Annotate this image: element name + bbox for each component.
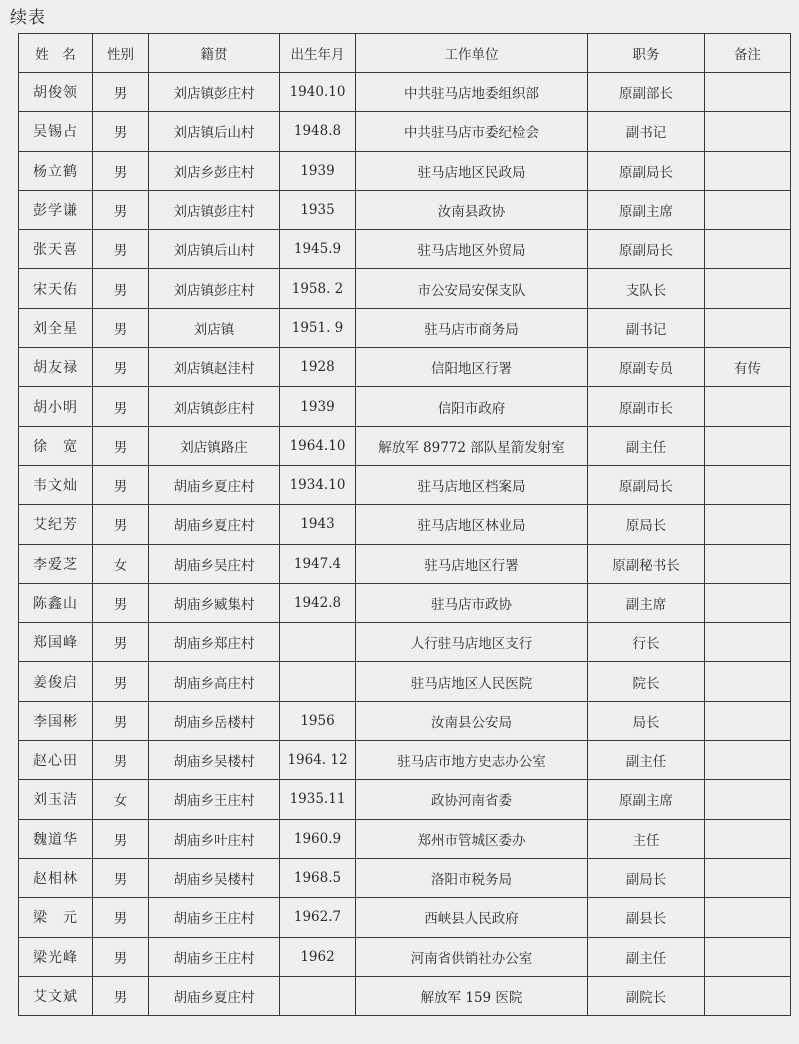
header-native-place: 籍贯 — [149, 34, 280, 73]
cell-position: 原副秘书长 — [588, 544, 705, 583]
cell-work-unit: 驻马店地区人民医院 — [356, 662, 588, 701]
table-row — [19, 230, 791, 269]
cell-gender: 男 — [93, 505, 149, 544]
cell-native-place: 刘店镇后山村 — [149, 112, 280, 151]
cell-gender: 女 — [93, 780, 149, 819]
table-row — [19, 976, 791, 1015]
cell-position: 副主任 — [588, 937, 705, 976]
cell-birth-date: 1935.11 — [280, 780, 356, 819]
cell-birth-date: 1956 — [280, 701, 356, 740]
table-body — [19, 73, 791, 1016]
cell-work-unit: 信阳地区行署 — [356, 348, 588, 387]
cell-position: 原副主席 — [588, 780, 705, 819]
cell-birth-date: 1943 — [280, 505, 356, 544]
cell-native-place: 刘店镇 — [149, 308, 280, 347]
cell-birth-date: 1939 — [280, 151, 356, 190]
cell-name: 宋天佑 — [19, 269, 93, 308]
cell-remarks — [705, 190, 791, 229]
cell-birth-date: 1964. 12 — [280, 741, 356, 780]
cell-gender: 男 — [93, 269, 149, 308]
table-row — [19, 858, 791, 897]
cell-name: 吴锡占 — [19, 112, 93, 151]
cell-remarks — [705, 426, 791, 465]
cell-remarks — [705, 465, 791, 504]
table-row — [19, 623, 791, 662]
cell-birth-date — [280, 623, 356, 662]
cell-native-place: 胡庙乡夏庄村 — [149, 465, 280, 504]
cell-work-unit: 河南省供销社办公室 — [356, 937, 588, 976]
cell-work-unit: 汝南县公安局 — [356, 701, 588, 740]
cell-remarks — [705, 387, 791, 426]
cell-gender: 男 — [93, 73, 149, 112]
cell-position: 院长 — [588, 662, 705, 701]
cell-remarks — [705, 976, 791, 1015]
cell-remarks — [705, 623, 791, 662]
cell-native-place: 刘店乡彭庄村 — [149, 151, 280, 190]
cell-birth-date: 1945.9 — [280, 230, 356, 269]
personnel-table — [18, 33, 791, 1016]
cell-gender: 男 — [93, 308, 149, 347]
cell-work-unit: 驻马店地区档案局 — [356, 465, 588, 504]
cell-name: 刘玉洁 — [19, 780, 93, 819]
cell-birth-date: 1951. 9 — [280, 308, 356, 347]
cell-work-unit: 解放军 159 医院 — [356, 976, 588, 1015]
header-name: 姓 名 — [19, 34, 93, 73]
cell-birth-date — [280, 662, 356, 701]
cell-remarks — [705, 858, 791, 897]
table-row — [19, 662, 791, 701]
cell-name: 梁光峰 — [19, 937, 93, 976]
cell-birth-date: 1942.8 — [280, 583, 356, 622]
cell-remarks — [705, 898, 791, 937]
cell-remarks — [705, 937, 791, 976]
table-row — [19, 701, 791, 740]
cell-position: 支队长 — [588, 269, 705, 308]
cell-birth-date: 1958. 2 — [280, 269, 356, 308]
cell-work-unit: 汝南县政协 — [356, 190, 588, 229]
cell-work-unit: 中共驻马店市委纪检会 — [356, 112, 588, 151]
cell-gender: 男 — [93, 348, 149, 387]
cell-remarks — [705, 308, 791, 347]
cell-birth-date: 1947.4 — [280, 544, 356, 583]
cell-remarks — [705, 583, 791, 622]
cell-gender: 男 — [93, 583, 149, 622]
cell-work-unit: 驻马店市地方史志办公室 — [356, 741, 588, 780]
cell-native-place: 胡庙乡王庄村 — [149, 937, 280, 976]
cell-native-place: 胡庙乡叶庄村 — [149, 819, 280, 858]
table-row — [19, 505, 791, 544]
cell-native-place: 刘店镇彭庄村 — [149, 73, 280, 112]
cell-position: 原副局长 — [588, 230, 705, 269]
table-row — [19, 151, 791, 190]
cell-gender: 男 — [93, 465, 149, 504]
cell-work-unit: 驻马店地区行署 — [356, 544, 588, 583]
cell-gender: 男 — [93, 623, 149, 662]
cell-remarks — [705, 269, 791, 308]
table-row — [19, 387, 791, 426]
cell-gender: 男 — [93, 819, 149, 858]
cell-gender: 男 — [93, 858, 149, 897]
header-row — [19, 34, 791, 73]
table-row — [19, 73, 791, 112]
cell-remarks — [705, 230, 791, 269]
cell-birth-date: 1962.7 — [280, 898, 356, 937]
cell-remarks — [705, 819, 791, 858]
cell-name: 张天喜 — [19, 230, 93, 269]
table-row — [19, 937, 791, 976]
cell-position: 副书记 — [588, 112, 705, 151]
cell-position: 局长 — [588, 701, 705, 740]
cell-work-unit: 市公安局安保支队 — [356, 269, 588, 308]
cell-work-unit: 郑州市管城区委办 — [356, 819, 588, 858]
cell-remarks — [705, 662, 791, 701]
cell-native-place: 胡庙乡吴楼村 — [149, 741, 280, 780]
cell-name: 韦文灿 — [19, 465, 93, 504]
cell-birth-date: 1964.10 — [280, 426, 356, 465]
cell-work-unit: 政协河南省委 — [356, 780, 588, 819]
table-row — [19, 465, 791, 504]
cell-birth-date: 1939 — [280, 387, 356, 426]
table-row — [19, 741, 791, 780]
cell-native-place: 刘店镇路庄 — [149, 426, 280, 465]
cell-remarks — [705, 544, 791, 583]
cell-work-unit: 人行驻马店地区支行 — [356, 623, 588, 662]
cell-native-place: 胡庙乡臧集村 — [149, 583, 280, 622]
header-birth-date: 出生年月 — [280, 34, 356, 73]
cell-name: 姜俊启 — [19, 662, 93, 701]
cell-gender: 女 — [93, 544, 149, 583]
header-position: 职务 — [588, 34, 705, 73]
cell-birth-date — [280, 976, 356, 1015]
cell-native-place: 胡庙乡吴庄村 — [149, 544, 280, 583]
table-row — [19, 780, 791, 819]
cell-work-unit: 西峡县人民政府 — [356, 898, 588, 937]
cell-position: 副书记 — [588, 308, 705, 347]
cell-native-place: 胡庙乡夏庄村 — [149, 505, 280, 544]
cell-work-unit: 驻马店市政协 — [356, 583, 588, 622]
cell-native-place: 刘店镇彭庄村 — [149, 190, 280, 229]
header-work-unit: 工作单位 — [356, 34, 588, 73]
cell-name: 胡友禄 — [19, 348, 93, 387]
cell-name: 陈鑫山 — [19, 583, 93, 622]
cell-name: 赵心田 — [19, 741, 93, 780]
cell-remarks — [705, 780, 791, 819]
header-gender: 性别 — [93, 34, 149, 73]
cell-remarks — [705, 73, 791, 112]
cell-position: 副主任 — [588, 741, 705, 780]
table-row — [19, 583, 791, 622]
cell-gender: 男 — [93, 387, 149, 426]
table-row — [19, 348, 791, 387]
cell-name: 杨立鹤 — [19, 151, 93, 190]
cell-remarks — [705, 505, 791, 544]
cell-remarks — [705, 151, 791, 190]
cell-native-place: 刘店镇彭庄村 — [149, 387, 280, 426]
cell-gender: 男 — [93, 898, 149, 937]
cell-remarks — [705, 112, 791, 151]
cell-position: 原副市长 — [588, 387, 705, 426]
cell-birth-date: 1962 — [280, 937, 356, 976]
table-row — [19, 898, 791, 937]
cell-name: 赵相林 — [19, 858, 93, 897]
cell-gender: 男 — [93, 230, 149, 269]
cell-name: 梁 元 — [19, 898, 93, 937]
table-row — [19, 112, 791, 151]
cell-name: 胡俊领 — [19, 73, 93, 112]
cell-gender: 男 — [93, 741, 149, 780]
cell-position: 原副部长 — [588, 73, 705, 112]
cell-position: 原副主席 — [588, 190, 705, 229]
cell-native-place: 刘店镇彭庄村 — [149, 269, 280, 308]
cell-remarks — [705, 701, 791, 740]
cell-position: 主任 — [588, 819, 705, 858]
cell-gender: 男 — [93, 190, 149, 229]
table-row — [19, 308, 791, 347]
page-caption: 续表 — [10, 8, 46, 28]
cell-position: 副局长 — [588, 858, 705, 897]
table-row — [19, 819, 791, 858]
cell-name: 郑国峰 — [19, 623, 93, 662]
cell-native-place: 胡庙乡郑庄村 — [149, 623, 280, 662]
cell-gender: 男 — [93, 662, 149, 701]
cell-work-unit: 洛阳市税务局 — [356, 858, 588, 897]
cell-work-unit: 信阳市政府 — [356, 387, 588, 426]
cell-work-unit: 驻马店地区林业局 — [356, 505, 588, 544]
cell-name: 徐 宽 — [19, 426, 93, 465]
cell-native-place: 胡庙乡吴楼村 — [149, 858, 280, 897]
cell-work-unit: 解放军 89772 部队星箭发射室 — [356, 426, 588, 465]
cell-native-place: 胡庙乡高庄村 — [149, 662, 280, 701]
cell-remarks — [705, 741, 791, 780]
cell-name: 刘全星 — [19, 308, 93, 347]
cell-position: 原副专员 — [588, 348, 705, 387]
cell-native-place: 胡庙乡岳楼村 — [149, 701, 280, 740]
cell-gender: 男 — [93, 937, 149, 976]
cell-gender: 男 — [93, 112, 149, 151]
cell-work-unit: 驻马店地区外贸局 — [356, 230, 588, 269]
cell-name: 胡小明 — [19, 387, 93, 426]
table-row — [19, 269, 791, 308]
table-row — [19, 426, 791, 465]
cell-work-unit: 驻马店市商务局 — [356, 308, 588, 347]
cell-position: 原局长 — [588, 505, 705, 544]
cell-name: 李爱芝 — [19, 544, 93, 583]
cell-position: 副主任 — [588, 426, 705, 465]
cell-position: 原副局长 — [588, 465, 705, 504]
cell-remarks: 有传 — [705, 348, 791, 387]
cell-work-unit: 中共驻马店地委组织部 — [356, 73, 588, 112]
cell-native-place: 刘店镇后山村 — [149, 230, 280, 269]
cell-gender: 男 — [93, 426, 149, 465]
cell-name: 艾纪芳 — [19, 505, 93, 544]
cell-native-place: 胡庙乡王庄村 — [149, 898, 280, 937]
cell-position: 原副局长 — [588, 151, 705, 190]
cell-gender: 男 — [93, 151, 149, 190]
table-row — [19, 190, 791, 229]
cell-position: 副院长 — [588, 976, 705, 1015]
cell-name: 李国彬 — [19, 701, 93, 740]
cell-native-place: 刘店镇赵洼村 — [149, 348, 280, 387]
cell-name: 彭学谦 — [19, 190, 93, 229]
cell-position: 行长 — [588, 623, 705, 662]
cell-work-unit: 驻马店地区民政局 — [356, 151, 588, 190]
cell-birth-date: 1935 — [280, 190, 356, 229]
cell-birth-date: 1948.8 — [280, 112, 356, 151]
cell-birth-date: 1928 — [280, 348, 356, 387]
cell-native-place: 胡庙乡王庄村 — [149, 780, 280, 819]
cell-position: 副县长 — [588, 898, 705, 937]
cell-gender: 男 — [93, 976, 149, 1015]
cell-birth-date: 1940.10 — [280, 73, 356, 112]
table-row — [19, 544, 791, 583]
cell-native-place: 胡庙乡夏庄村 — [149, 976, 280, 1015]
cell-name: 艾文斌 — [19, 976, 93, 1015]
cell-birth-date: 1960.9 — [280, 819, 356, 858]
cell-name: 魏道华 — [19, 819, 93, 858]
cell-gender: 男 — [93, 701, 149, 740]
header-remarks: 备注 — [705, 34, 791, 73]
cell-birth-date: 1968.5 — [280, 858, 356, 897]
cell-birth-date: 1934.10 — [280, 465, 356, 504]
cell-position: 副主席 — [588, 583, 705, 622]
